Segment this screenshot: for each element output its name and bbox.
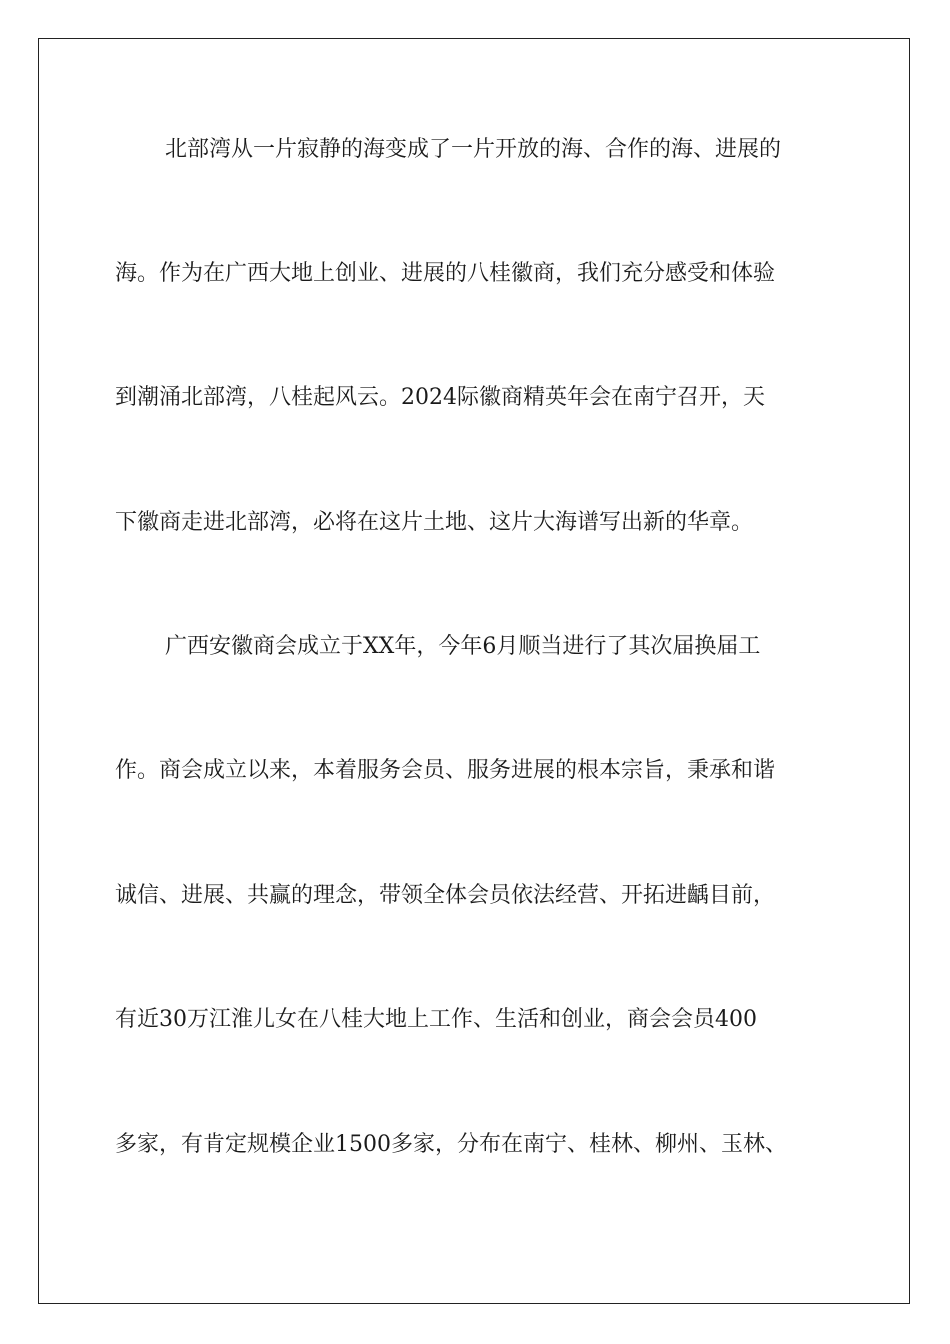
paragraph-1-line-1: 北部湾从一片寂静的海变成了一片开放的海、合作的海、进展的	[165, 137, 782, 162]
paragraph-2-line-3: 诚信、进展、共赢的理念，带领全体会员依法经营、开拓进齲目前，	[115, 883, 776, 908]
paragraph-2-line-5: 多家，有肯定规模企业1500多家，分布在南宁、桂林、柳州、玉林、	[115, 1132, 787, 1157]
paragraph-1-line-4: 下徽商走进北部湾，必将在这片土地、这片大海谱写出新的华章。	[115, 510, 754, 535]
paragraph-1-line-3: 到潮涌北部湾，八桂起风云。2024际徽商精英年会在南宁召开，天	[115, 385, 765, 410]
paragraph-1-line-2: 海。作为在广西大地上创业、进展的八桂徽商，我们充分感受和体验	[115, 261, 776, 286]
page-border	[38, 38, 910, 1304]
paragraph-2-line-4: 有近30万江淮儿女在八桂大地上工作、生活和创业，商会会员400	[115, 1007, 757, 1032]
paragraph-2-line-1: 广西安徽商会成立于XX年，今年6月顺当进行了其次届换届工	[165, 634, 761, 659]
paragraph-2-line-2: 作。商会成立以来，本着服务会员、服务进展的根本宗旨，秉承和谐	[115, 758, 776, 783]
